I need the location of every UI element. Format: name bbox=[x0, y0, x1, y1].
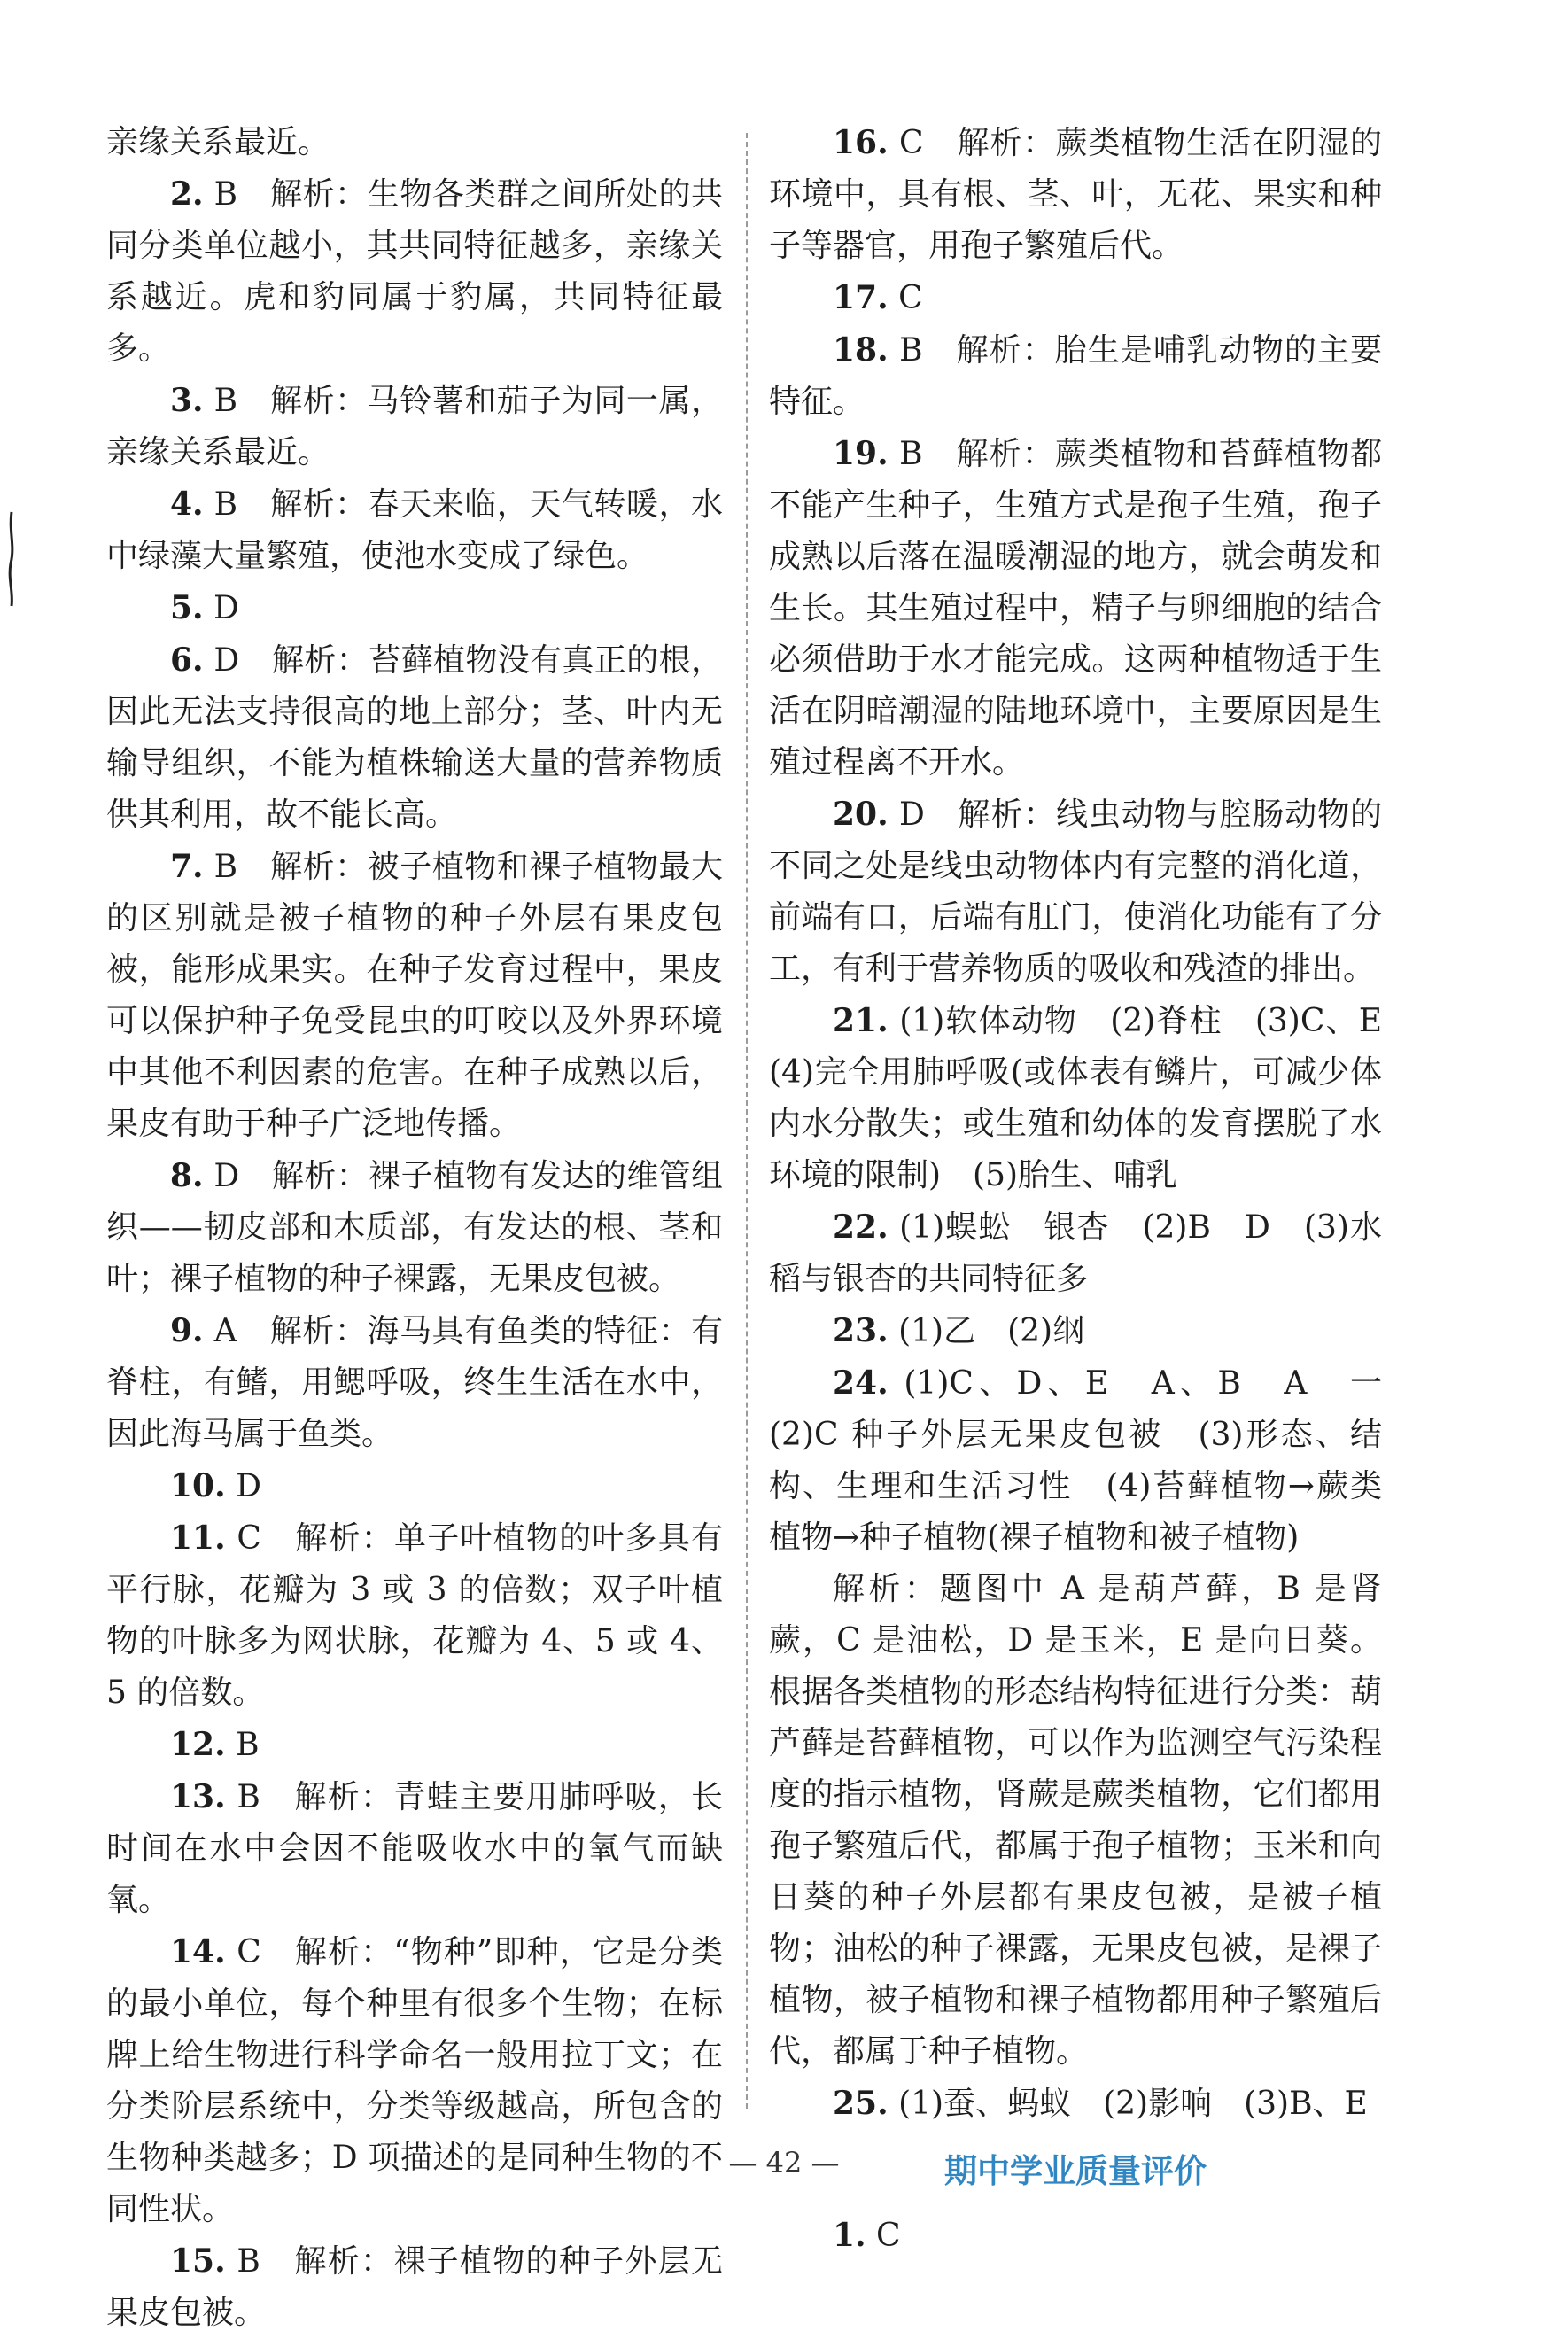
answer-text: B 解析：胎生是哺乳动物的主要特征。 bbox=[769, 332, 1382, 420]
answer-item bbox=[106, 841, 723, 1150]
answer-item bbox=[106, 582, 723, 634]
answer-text: D 解析：线虫动物与腔肠动物的不同之处是线虫动物体内有完整的消化道，前端有口，后端有肛门，使消化功能有了分工，有利于营养物质的吸收和残渣的排出。 bbox=[769, 797, 1382, 987]
page-number: — 42 — bbox=[728, 2146, 840, 2180]
answer-text: C bbox=[898, 280, 923, 316]
answer-text: 解析：题图中 A 是葫芦藓，B 是肾蕨，C 是油松，D 是玉米，E 是向日葵。根据各类植物的形态结构特征进行分类：葫芦藓是苔藓植物，可以作为监测空气污染程度的指示植物，肾蕨是蕨类植物，它们都用孢子繁殖后代，都属于孢子植物；玉米和向日葵的种子外层都有果皮包被，是被子植物；油松的种子裸露，无果皮包被，是裸子植物，被子植物和裸子植物都用种子繁殖后代，都属于种子植物。 bbox=[769, 1571, 1382, 2070]
answer-text: B 解析：春天来临，天气转暖，水中绿藻大量繁殖，使池水变成了绿色。 bbox=[106, 486, 723, 574]
answer-number: 1. bbox=[833, 2217, 866, 2254]
answer-text: C 解析：“物种”即种，它是分类的最小单位，每个种里有很多个生物；在标牌上给生物进行科学命名一般用拉丁文；在分类阶层系统中，分类等级越高，所包含的生物种类越多；D 项描述的是同种生物的不同性状。 bbox=[106, 1934, 723, 2227]
answer-text: D bbox=[236, 1468, 261, 1504]
answer-item bbox=[106, 1150, 723, 1305]
answer-number: 2. bbox=[170, 175, 204, 213]
answer-item bbox=[106, 375, 723, 478]
answer-number: 4. bbox=[170, 486, 204, 523]
answer-item bbox=[769, 324, 1382, 428]
answer-number: 23. bbox=[833, 1312, 889, 1349]
answer-number: 18. bbox=[833, 331, 889, 369]
answer-text: B 解析：青蛙主要用肺呼吸，长时间在水中会因不能吸收水中的氧气而缺氧。 bbox=[106, 1779, 723, 1918]
answer-text: D 解析：苔藓植物没有真正的根，因此无法支持很高的地上部分；茎、叶内无输导组织，不能为植株输送大量的营养物质供其利用，故不能长高。 bbox=[106, 642, 723, 833]
column-divider bbox=[746, 133, 748, 2109]
answer-number: 10. bbox=[170, 1467, 226, 1504]
answer-number: 20. bbox=[833, 796, 889, 833]
answer-item bbox=[106, 1305, 723, 1460]
answer-number: 22. bbox=[833, 1208, 889, 1246]
answer-number: 13. bbox=[170, 1778, 226, 1815]
answer-item bbox=[769, 272, 1382, 324]
answer-number: 24. bbox=[833, 1364, 889, 1402]
answer-number: 11. bbox=[170, 1519, 226, 1557]
answer-number: 3. bbox=[170, 382, 204, 419]
answer-item bbox=[769, 1201, 1382, 1305]
answer-number: 12. bbox=[170, 1726, 226, 1763]
answer-text: B 解析：裸子植物的种子外层无果皮包被。 bbox=[106, 2243, 723, 2331]
answer-text: (1)蜈蚣 银杏 (2)B D (3)水稻与银杏的共同特征多 bbox=[769, 1209, 1382, 1297]
right-column bbox=[769, 117, 1415, 2262]
answer-number: 7. bbox=[170, 848, 204, 885]
answer-item bbox=[106, 1460, 723, 1512]
answer-number: 19. bbox=[833, 435, 889, 472]
answer-item bbox=[106, 2235, 723, 2339]
answer-text: C bbox=[876, 2218, 901, 2254]
answer-item bbox=[769, 789, 1382, 995]
answer-text: C 解析：单子叶植物的叶多具有平行脉，花瓣为 3 或 3 的倍数；双子叶植物的叶脉多为网状脉，花瓣为 4、5 或 4、5 的倍数。 bbox=[106, 1520, 723, 1711]
answer-number: 5. bbox=[170, 589, 204, 626]
answer-number: 9. bbox=[170, 1312, 204, 1349]
answer-item bbox=[106, 634, 723, 841]
answer-number: 15. bbox=[170, 2242, 226, 2280]
answer-text: A 解析：海马具有鱼类的特征：有脊柱，有鳍，用鳃呼吸，终生生活在水中，因此海马属于鱼类。 bbox=[106, 1313, 724, 1452]
answer-text: B 解析：生物各类群之间所处的共同分类单位越小，其共同特征越多，亲缘关系越近。虎和豹同属于豹属，共同特征最多。 bbox=[106, 176, 723, 367]
answer-item bbox=[106, 1512, 723, 1719]
answer-text: (1)C、D、E A、B A 一 (2)C 种子外层无果皮包被 (3)形态、结构、生理和生活习性 (4)苔藓植物→蕨类植物→种子植物(裸子植物和被子植物) bbox=[769, 1365, 1414, 1556]
answer-item bbox=[106, 168, 723, 375]
answer-item bbox=[106, 1719, 723, 1771]
answer-text: C 解析：蕨类植物生活在阴湿的环境中，具有根、茎、叶，无花、果实和种子等器官，用孢子繁殖后代。 bbox=[769, 125, 1382, 264]
answer-number: 6. bbox=[170, 641, 204, 679]
answer-number: 21. bbox=[833, 1002, 889, 1039]
answer-number: 14. bbox=[170, 1933, 226, 1970]
answer-text: B bbox=[236, 1727, 260, 1763]
answer-item bbox=[769, 1305, 1382, 1357]
answer-item bbox=[769, 117, 1382, 272]
answer-number: 16. bbox=[833, 124, 889, 161]
answer-text: B 解析：被子植物和裸子植物最大的区别就是被子植物的种子外层有果皮包被，能形成果实。在种子发育过程中，果皮可以保护种子免受昆虫的叮咬以及外界环境中其他不利因素的危害。在种子成熟以后，果皮有助于种子广泛地传播。 bbox=[106, 849, 723, 1142]
answer-text: (1)乙 (2)纲 bbox=[898, 1313, 1085, 1349]
answer-item bbox=[106, 1771, 723, 1926]
answer-number: 8. bbox=[170, 1157, 204, 1194]
answer-item bbox=[106, 478, 723, 582]
answer-number: 25. bbox=[833, 2085, 889, 2122]
section-title: 期中学业质量评价 bbox=[944, 2152, 1207, 2190]
answer-item bbox=[769, 2210, 1382, 2262]
answer-item bbox=[769, 428, 1382, 789]
answer-text: B 解析：马铃薯和茄子为同一属，亲缘关系最近。 bbox=[106, 383, 723, 470]
scan-artifact-mark bbox=[5, 510, 18, 608]
answer-text: B 解析：蕨类植物和苔藓植物都不能产生种子，生殖方式是孢子生殖，孢子成熟以后落在温暖潮湿的地方，就会萌发和生长。其生殖过程中，精子与卵细胞的结合必须借助于水才能完成。这两种植物适于生活在阴暗潮湿的陆地环境中，主要原因是生殖过程离不开水。 bbox=[769, 436, 1382, 781]
answer-number: 17. bbox=[833, 279, 889, 316]
answer-text: D bbox=[213, 590, 239, 626]
left-column bbox=[106, 117, 723, 2339]
answer-text: D 解析：裸子植物有发达的维管组织——韧皮部和木质部，有发达的根、茎和叶；裸子植物的种子裸露，无果皮包被。 bbox=[106, 1158, 723, 1297]
answer-text: (1)软体动物 (2)脊柱 (3)C、E (4)完全用肺呼吸(或体表有鳞片，可减少体内水分散失；或生殖和幼体的发育摆脱了水环境的限制) (5)胎生、哺乳 bbox=[769, 1003, 1415, 1193]
answer-item bbox=[769, 1357, 1414, 1564]
answer-item bbox=[769, 1564, 1382, 2078]
answer-item bbox=[106, 1926, 723, 2235]
answer-item bbox=[769, 2078, 1382, 2130]
answer-item bbox=[106, 117, 723, 168]
answer-text: (1)蚕、蚂蚁 (2)影响 (3)B、E bbox=[898, 2086, 1368, 2122]
answer-text: 亲缘关系最近。 bbox=[106, 124, 330, 160]
answer-item bbox=[769, 995, 1415, 1201]
